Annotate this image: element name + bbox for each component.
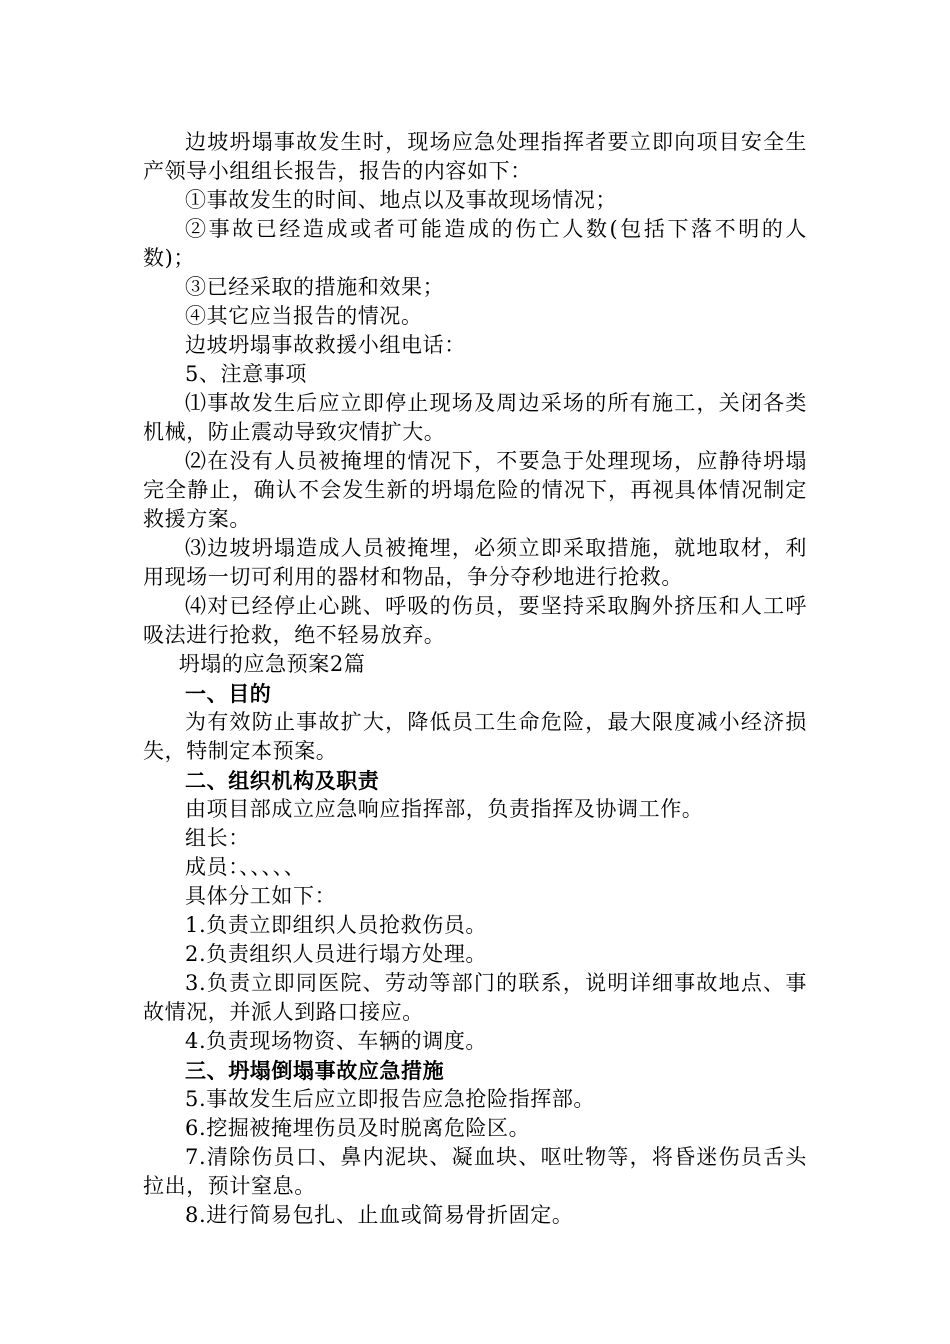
section-heading: 二、组织机构及职责 — [185, 768, 380, 793]
paragraph: 组长： — [185, 826, 250, 850]
paragraph: 边坡坍塌事故救援小组电话： — [185, 333, 466, 357]
list-item: 4.负责现场物资、车辆的调度。 — [185, 1029, 488, 1053]
list-item: ⑶边坡坍塌造成人员被掩埋，必须立即采取措施，就地取材，利用现场一切可利用的器材和物品，争分夺秒地进行抢救。 — [143, 536, 807, 589]
list-item: ⑴事故发生后应立即停止现场及周边采场的所有施工，关闭各类机械，防止震动导致灾情扩大。 — [143, 391, 807, 444]
list-item: ④其它应当报告的情况。 — [185, 304, 423, 328]
list-item: 1.负责立即组织人员抢救伤员。 — [185, 913, 488, 937]
paragraph: 成员：、、、、、 — [185, 855, 306, 879]
paragraph: 边坡坍塌事故发生时，现场应急处理指挥者要立即向项目安全生产领导小组组长报告，报告的内容如下： — [143, 130, 807, 183]
paragraph: 为有效防止事故扩大，降低员工生命危险，最大限度减小经济损失，特制定本预案。 — [143, 710, 807, 763]
list-item: ②事故已经造成或者可能造成的伤亡人数(包括下落不明的人数)； — [143, 217, 807, 270]
list-item: ③已经采取的措施和效果； — [185, 275, 445, 299]
section-heading: 5、注意事项 — [185, 362, 307, 386]
document-body — [143, 128, 807, 1230]
document-title: 坍塌的应急预案2篇 — [178, 652, 366, 676]
paragraph: 具体分工如下： — [185, 884, 337, 908]
list-item: ①事故发生的时间、地点以及事故现场情况； — [185, 188, 617, 212]
list-item: 3.负责立即同医院、劳动等部门的联系，说明详细事故地点、事故情况，并派人到路口接应。 — [143, 971, 807, 1024]
list-item: 2.负责组织人员进行塌方处理。 — [185, 942, 488, 966]
list-item: 5.事故发生后应立即报告应急抢险指挥部。 — [185, 1087, 596, 1111]
list-item: ⑵在没有人员被掩埋的情况下，不要急于处理现场，应静待坍塌完全静止，确认不会发生新的坍塌危险的情况下，再视具体情况制定救援方案。 — [143, 449, 807, 531]
list-item: 8.进行简易包扎、止血或简易骨折固定。 — [185, 1203, 574, 1227]
section-heading: 三、坍塌倒塌事故应急措施 — [185, 1058, 445, 1083]
list-item: ⑷对已经停止心跳、呼吸的伤员，要坚持采取胸外挤压和人工呼吸法进行抢救，绝不轻易放弃。 — [143, 594, 807, 647]
section-heading: 一、目的 — [185, 681, 272, 706]
list-item: 7.清除伤员口、鼻内泥块、凝血块、呕吐物等，将昏迷伤员舌头拉出，预计窒息。 — [143, 1145, 807, 1198]
list-item: 6.挖掘被掩埋伤员及时脱离危险区。 — [185, 1116, 531, 1140]
paragraph: 由项目部成立应急响应指挥部，负责指挥及协调工作。 — [185, 797, 704, 821]
